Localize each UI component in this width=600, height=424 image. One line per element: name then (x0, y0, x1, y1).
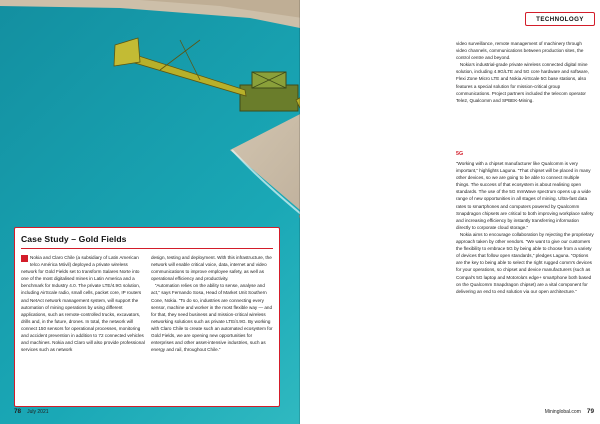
left-page-number: 78 (14, 408, 22, 415)
case-study-title: Case Study – Gold Fields (21, 234, 127, 244)
case-study-column-2: design, testing and deployment. With this infrastructure, the network will enable critical voice, data, internet and video communications to improve employee safety, as well as operational efficiency and productivity. “Automation relies on the ability to sense, analyse and act,” says Fernando Sosa, Head of Market Unit Southern Cone, Nokia. “To do so, industries are connecting every sensor, machine and worker in the most flexible way — and for that, they need business and mission-critical wireless networking solutions such as private LTE/4.9G. By working with Claro Chile to create such an automated ecosystem for Gold Fields, we are opening new opportunities for enterprises and other asset-intensive industries, such as energy and rail, throughout Chile.” (151, 255, 273, 353)
right-page-number: 79 (586, 408, 594, 415)
body-text-main: “Working with a chipset manufacturer like Qualcomm is very important,” highlights Laguna. “That chipset will be placed in many other devices, so we are going to be able to connect multiple things. The success of that ecosystem is about realising open standards. The use of the 5G mmWave spectrum opens up a wide range of new opportunities in all stages of mining. Ultra-fast data rates to smartphones and computers powered by Qualcomm Snapdragon chipsets are critical to both improving workplace safety and increasing efficiency by instantly transferring information directly to corporate cloud storage.” Nokia aims to encourage collaboration by rejecting the proprietary approach taken by other vendors. “We want to give our customers the flexibility to embrace 5G by being able to choose from a variety of devices that follow open standards,” pledges Laguna. “Options are the key to being able to select the right rugged comm's devices for your operations, so chipset and device manufacturers (such as Compal's 5G laptop and Motorola's edge+ smartphone both based on the Qualcomm Snapdragon chipset) are a vital component for delivering an end to end solution via our open architecture.” (456, 161, 594, 294)
case-study-column-1 (21, 254, 145, 353)
drop-cap-marker (21, 255, 28, 262)
case-study-box (14, 227, 280, 407)
issue-date: July 2021 (27, 409, 49, 415)
section-heading: 5G (456, 151, 464, 157)
body-text-top: video surveillance, remote management of machinery through video channels, communications between production sites, the control centre and beyond. Nokia's industrial-grade private wireless connected digital mine solution, including 4.9G/LTE and 5G core hardware and software, Flexi Zone Micro LTE and Nokia AirScale 5G base stations, also features a special solution for mission-critical group communications. Project partners included the telecom operator Tele2, Qualcomm and SPBEK-Mining. (456, 41, 589, 103)
case-study-column-1-text: Nokia and Claro Chile (a subsidiary of Latin American telco América Móvil) deployed a private wireless network for Gold Fields set to transform Salares Norte into one of the most digitalised mines in Latin America and a benchmark for Industry 4.0. The private LTE/4.9G solution, including AirScale radio, small cells, packet core, IP routers and NetAct network management system, will support the automation of mining operations by using different applications, such as remote-controlled trucks, excavators, drills and, in the future, drones. In total, the network will connect 150 sensors for operational processes, monitoring and accident prevention in addition to 72 connected vehicles and machines. Nokia and Claro will also provide professional services such as network (21, 255, 145, 353)
right-page (300, 0, 600, 424)
section-tab: TECHNOLOGY (525, 12, 595, 26)
divider (21, 248, 273, 249)
left-folio (14, 408, 49, 415)
right-folio (530, 408, 594, 415)
site-name: Mininglobal.com (544, 409, 581, 415)
